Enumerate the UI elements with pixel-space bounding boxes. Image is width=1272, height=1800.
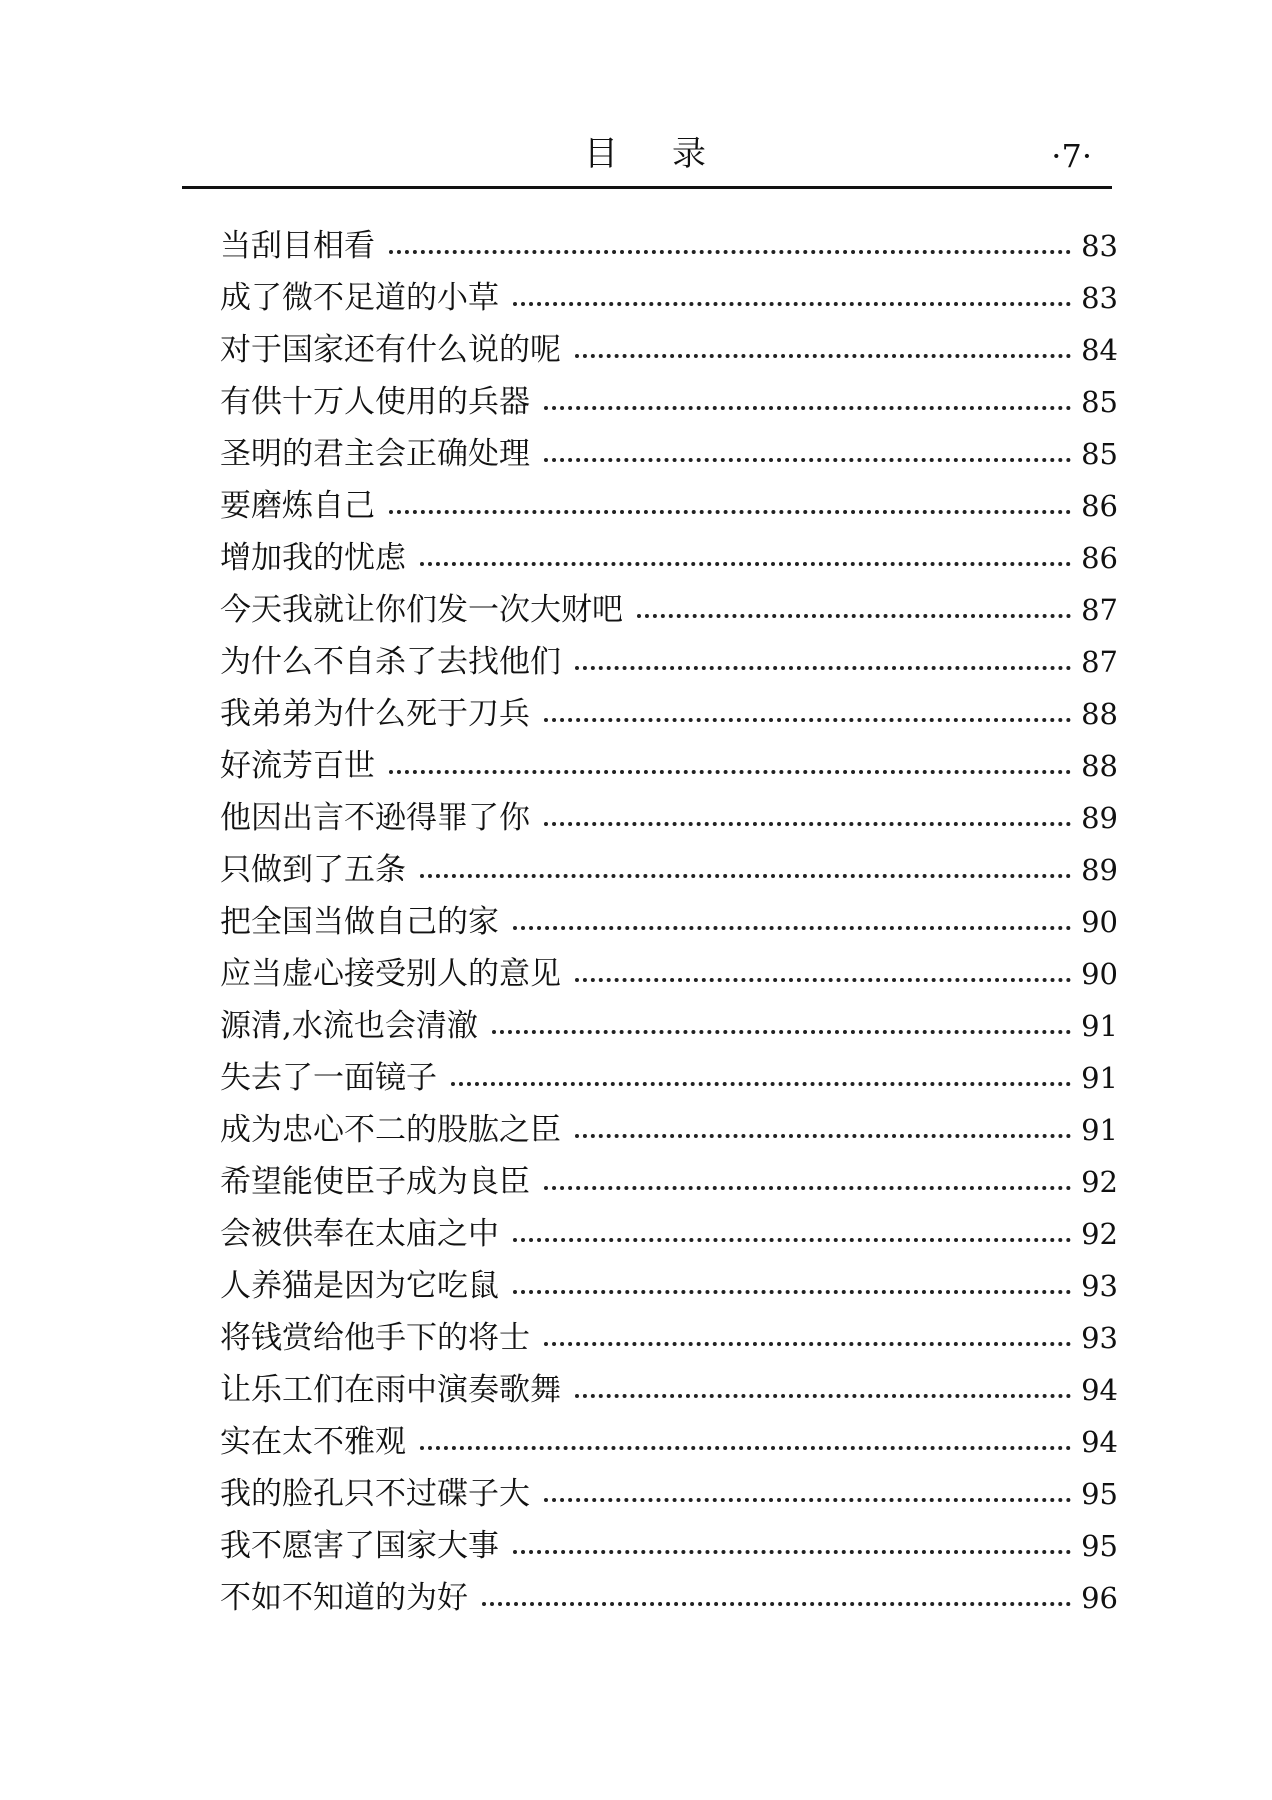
dot-leader [513,1290,1071,1294]
toc-entry-page: 87 [1081,645,1118,679]
toc-entry-page: 95 [1081,1477,1118,1511]
dot-leader [544,1498,1071,1502]
dot-leader [544,718,1071,722]
dot-leader [575,978,1071,982]
dot-leader [492,1030,1071,1034]
toc-entry-page: 94 [1081,1373,1118,1407]
toc-entry [220,376,1118,428]
toc-entry-title: 会被供奉在太庙之中 [220,1216,499,1252]
toc-entry-page: 83 [1081,281,1118,315]
toc-entry [220,948,1118,1000]
dot-leader [544,1186,1071,1190]
toc-entry-page: 87 [1081,593,1118,627]
toc-entry [220,1312,1118,1364]
toc-entry [220,272,1118,324]
header-rule [182,186,1112,189]
toc-entry-title: 不如不知道的为好 [220,1580,468,1616]
toc-entry-page: 85 [1081,385,1118,419]
toc-entry-title: 成了微不足道的小草 [220,280,499,316]
toc-entry [220,1208,1118,1260]
dot-leader [575,666,1071,670]
toc-entry-page: 88 [1081,749,1118,783]
toc-entry-page: 90 [1081,957,1118,991]
toc-entry-title: 应当虚心接受别人的意见 [220,956,561,992]
toc-entry-title: 对于国家还有什么说的呢 [220,332,561,368]
toc-entry-title: 好流芳百世 [220,748,375,784]
toc-entry-title: 当刮目相看 [220,228,375,264]
toc-entry [220,740,1118,792]
toc-entry-page: 89 [1081,853,1118,887]
toc-entry-title: 他因出言不逊得罪了你 [220,800,530,836]
toc-entry [220,844,1118,896]
dot-leader [575,1134,1071,1138]
toc-entry-title: 为什么不自杀了去找他们 [220,644,561,680]
toc-entry [220,792,1118,844]
page-number: ·7· [1051,137,1092,175]
toc-entry [220,1572,1118,1624]
toc-entry [220,1416,1118,1468]
toc-entry [220,1364,1118,1416]
dot-leader [420,562,1071,566]
dot-leader [389,770,1071,774]
dot-leader [544,1342,1071,1346]
toc-entry-page: 92 [1081,1217,1118,1251]
toc-entry-title: 失去了一面镜子 [220,1060,437,1096]
toc-entry [220,1520,1118,1572]
toc-entry-title: 今天我就让你们发一次大财吧 [220,592,623,628]
toc-entry-title: 我弟弟为什么死于刀兵 [220,696,530,732]
dot-leader [513,1550,1071,1554]
dot-leader [389,510,1071,514]
toc-entry-page: 92 [1081,1165,1118,1199]
dot-leader [451,1082,1071,1086]
toc-entry [220,688,1118,740]
toc-entry-page: 91 [1081,1061,1118,1095]
toc-entry-title: 要磨炼自己 [220,488,375,524]
toc-entry-title: 把全国当做自己的家 [220,904,499,940]
toc-entry [220,1468,1118,1520]
dot-leader [575,1394,1071,1398]
toc-entry-page: 85 [1081,437,1118,471]
toc-entry-page: 93 [1081,1321,1118,1355]
toc-entry-title: 增加我的忧虑 [220,540,406,576]
dot-leader [513,1238,1071,1242]
toc-entry [220,636,1118,688]
toc-entry-page: 86 [1081,541,1118,575]
toc-entry [220,532,1118,584]
toc-entry-page: 93 [1081,1269,1118,1303]
toc-entry [220,220,1118,272]
toc-entry-page: 91 [1081,1009,1118,1043]
dot-leader [637,614,1071,618]
toc-entry-title: 人养猫是因为它吃鼠 [220,1268,499,1304]
toc-entry-title: 我不愿害了国家大事 [220,1528,499,1564]
table-of-contents [220,220,1118,1624]
toc-entry-title: 将钱赏给他手下的将士 [220,1320,530,1356]
toc-entry [220,1052,1118,1104]
dot-leader [544,822,1071,826]
dot-leader [513,302,1071,306]
toc-entry-page: 89 [1081,801,1118,835]
toc-entry [220,896,1118,948]
toc-entry-title: 实在太不雅观 [220,1424,406,1460]
toc-entry-title: 有供十万人使用的兵器 [220,384,530,420]
toc-entry-title: 希望能使臣子成为良臣 [220,1164,530,1200]
toc-entry-page: 84 [1081,333,1118,367]
toc-entry-page: 88 [1081,697,1118,731]
toc-entry [220,1000,1118,1052]
toc-entry-page: 91 [1081,1113,1118,1147]
toc-entry [220,428,1118,480]
dot-leader [420,1446,1071,1450]
dot-leader [544,406,1071,410]
toc-entry-title: 让乐工们在雨中演奏歌舞 [220,1372,561,1408]
dot-leader [420,874,1071,878]
toc-entry [220,1260,1118,1312]
toc-entry [220,1156,1118,1208]
dot-leader [575,354,1071,358]
toc-entry [220,584,1118,636]
page-header [182,126,1112,188]
toc-entry [220,1104,1118,1156]
toc-entry-page: 83 [1081,229,1118,263]
dot-leader [389,250,1071,254]
toc-entry-page: 90 [1081,905,1118,939]
toc-entry [220,480,1118,532]
toc-entry [220,324,1118,376]
toc-entry-page: 95 [1081,1529,1118,1563]
toc-entry-title: 成为忠心不二的股肱之臣 [220,1112,561,1148]
dot-leader [482,1602,1071,1606]
toc-entry-title: 我的脸孔只不过碟子大 [220,1476,530,1512]
page-title: 目录 [584,134,760,174]
toc-entry-title: 圣明的君主会正确处理 [220,436,530,472]
toc-entry-page: 94 [1081,1425,1118,1459]
dot-leader [513,926,1071,930]
toc-entry-page: 86 [1081,489,1118,523]
toc-entry-title: 只做到了五条 [220,852,406,888]
toc-entry-page: 96 [1081,1581,1118,1615]
toc-entry-title: 源清,水流也会清澈 [220,1008,478,1044]
dot-leader [544,458,1071,462]
